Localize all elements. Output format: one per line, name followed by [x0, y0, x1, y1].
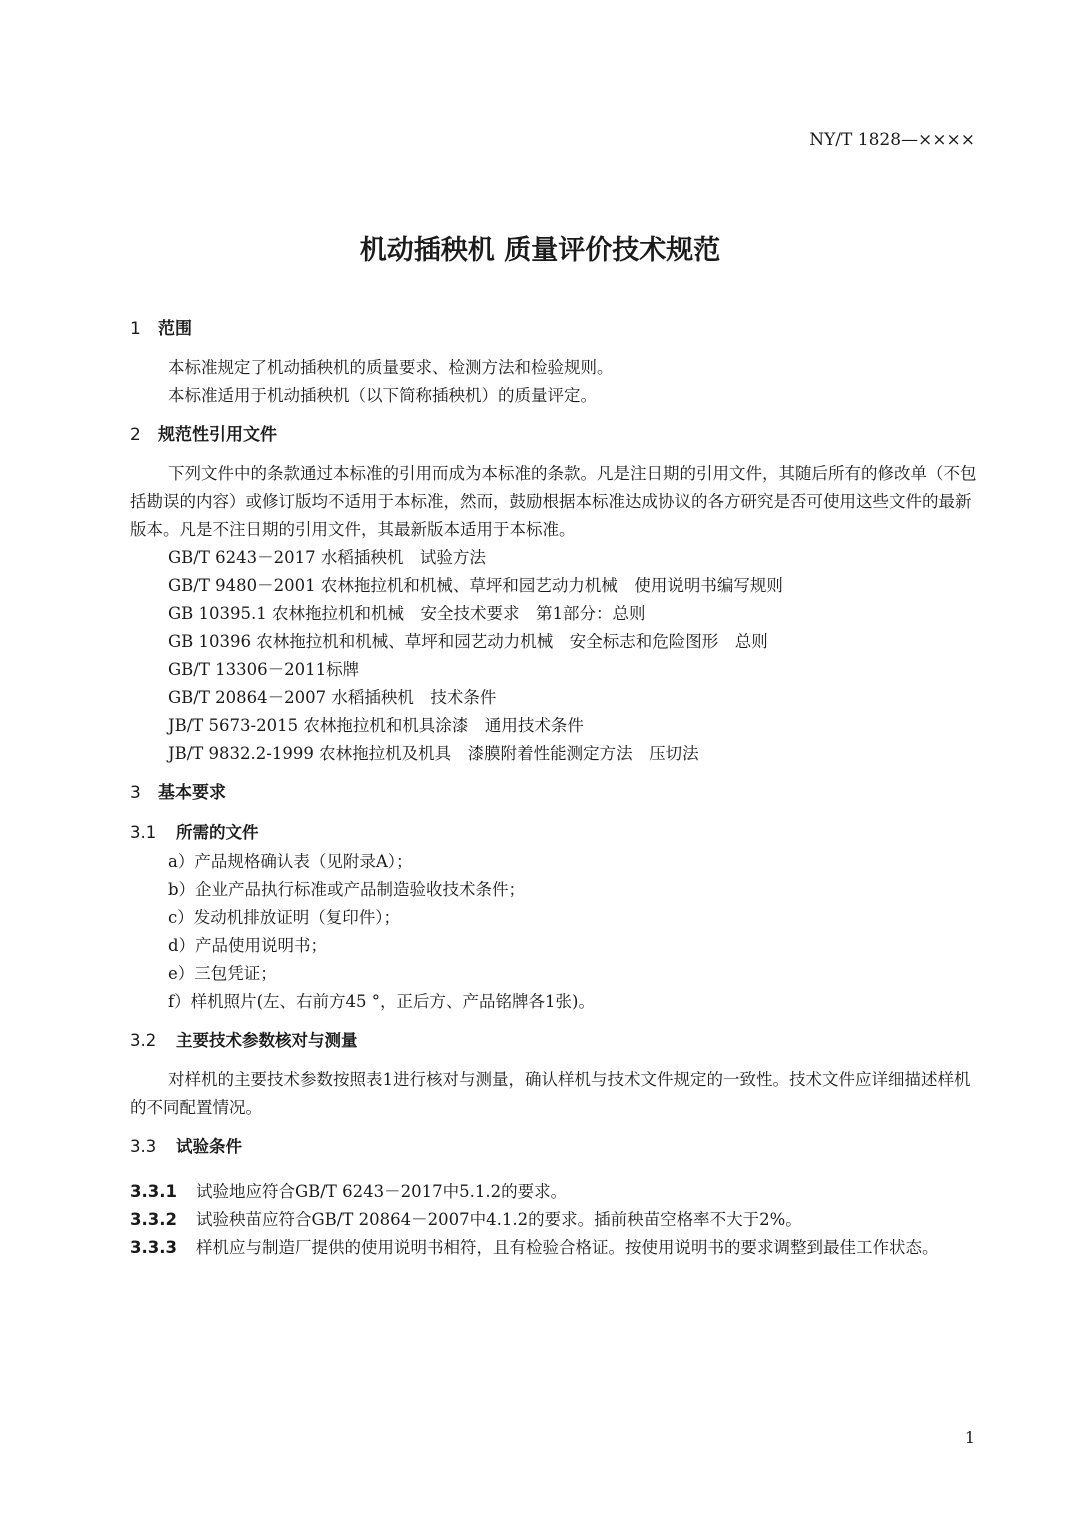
section-3-1-heading: 3.1 所需的文件	[130, 823, 259, 842]
list-item: f）样机照片(左、右前方45 °，正后方、产品铭牌各1张)。	[168, 992, 595, 1011]
section-1-para-1: 本标准规定了机动插秧机的质量要求、检测方法和检验规则。	[168, 358, 614, 377]
page-number: 1	[964, 1428, 975, 1447]
section-3-2-heading: 3.2 主要技术参数核对与测量	[130, 1031, 358, 1050]
reference-item: JB/T 5673-2015 农林拖拉机和机具涂漆 通用技术条件	[168, 716, 584, 735]
reference-item: GB/T 13306－2011标牌	[168, 660, 360, 679]
reference-item: JB/T 9832.2-1999 农林拖拉机及机具 漆膜附着性能测定方法 压切法	[168, 744, 699, 763]
section-3-heading: 3 基本要求	[130, 783, 226, 803]
list-item: d）产品使用说明书；	[168, 936, 328, 955]
section-3-2-para: 对样机的主要技术参数按照表1进行核对与测量，确认样机与技术文件规定的一致性。技术文件应详细描述样机的不同配置情况。	[130, 1070, 971, 1117]
section-3-3-heading: 3.3 试验条件	[130, 1137, 242, 1156]
section-1-heading: 1 范围	[130, 319, 192, 339]
list-item: e）三包凭证；	[168, 964, 277, 983]
list-item: c）发动机排放证明（复印件）；	[168, 908, 400, 927]
reference-item: GB 10396 农林拖拉机和机械、草坪和园艺动力机械 安全标志和危险图形 总则	[168, 632, 768, 651]
list-item: b）企业产品执行标准或产品制造验收技术条件；	[168, 880, 526, 899]
list-item: a）产品规格确认表（见附录A）；	[168, 852, 413, 871]
document-title: 机动插秧机 质量评价技术规范	[359, 235, 721, 266]
section-2-heading: 2 规范性引用文件	[130, 425, 277, 445]
standard-code: NY/T 1828—××××	[809, 130, 975, 150]
clause-3-3-2: 3.3.2 试验秧苗应符合GB/T 20864－2007中4.1.2的要求。插前秧苗空格率不大于2%。	[130, 1210, 802, 1229]
section-2-intro: 下列文件中的条款通过本标准的引用而成为本标准的条款。凡是注日期的引用文件，其随后所有的修改单（不包括勘误的内容）或修订版均不适用于本标准，然而，鼓励根据本标准达成协议的各方研究是否可使用这些文件的最新版本。凡是不注日期的引用文件，其最新版本适用于本标准。	[130, 464, 977, 539]
reference-item: GB/T 9480－2001 农林拖拉机和机械、草坪和园艺动力机械 使用说明书编写规则	[168, 576, 783, 595]
section-1-para-2: 本标准适用于机动插秧机（以下简称插秧机）的质量评定。	[168, 386, 597, 405]
reference-item: GB/T 20864－2007 水稻插秧机 技术条件	[168, 688, 497, 707]
reference-item: GB/T 6243－2017 水稻插秧机 试验方法	[168, 548, 486, 567]
reference-item: GB 10395.1 农林拖拉机和机械 安全技术要求 第1部分：总则	[168, 604, 646, 623]
clause-3-3-1: 3.3.1 试验地应符合GB/T 6243－2017中5.1.2的要求。	[130, 1182, 568, 1201]
clause-3-3-3: 3.3.3 样机应与制造厂提供的使用说明书相符，且有检验合格证。按使用说明书的要求调整到最佳工作状态。	[130, 1238, 939, 1257]
document-body	[130, 314, 978, 1262]
